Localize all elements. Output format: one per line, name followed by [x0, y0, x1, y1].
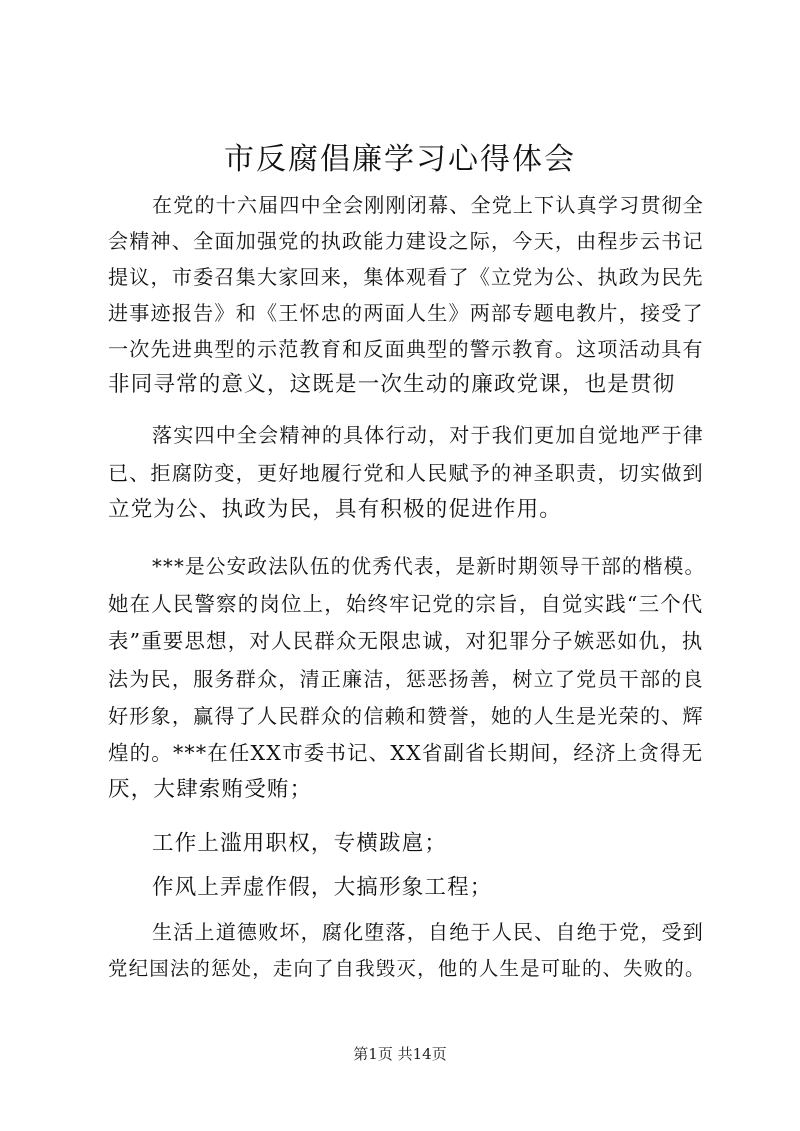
text-line: 作风上弄虚作假，大搞形象工程；: [152, 875, 493, 900]
text-line: 提议，市委召集大家回来，集体观看了《立党为公、执政为民先: [108, 265, 704, 289]
text-line: 非同寻常的意义，这既是一次生动的廉政党课，也是贯彻: [108, 372, 676, 397]
text-line: 好形象，赢得了人民群众的信赖和赞誉，她的人生是光荣的、辉: [108, 704, 704, 728]
text-line: 厌，大肆索贿受贿；: [108, 777, 313, 802]
text-line: ***是公安政法队伍的优秀代表，是新时期领导干部的楷模。: [152, 555, 706, 578]
text-line: 工作上滥用职权，专横跋扈；: [152, 831, 448, 856]
text-line: 在党的十六届四中全会刚刚闭幕、全党上下认真学习贯彻全: [152, 193, 705, 217]
text-line: 已、拒腐防变，更好地履行党和人民赋予的神圣职责，切实做到: [108, 461, 704, 485]
text-line: 表”重要思想，对人民群众无限忠诚，对犯罪分子嫉恶如仇，执: [108, 629, 704, 653]
text-line: 落实四中全会精神的具体行动，对于我们更加自觉地严于律: [152, 423, 705, 447]
text-line: 她在人民警察的岗位上，始终牢记党的宗旨，自觉实践“三个代: [108, 592, 704, 616]
text-line: 会精神、全面加强党的执政能力建设之际，今天，由程步云书记: [108, 229, 704, 253]
page-title: 市反腐倡廉学习心得体会: [224, 142, 576, 177]
text-line: 立党为公、执政为民，具有积极的促进作用。: [108, 497, 563, 522]
text-line: 进事迹报告》和《王怀忠的两面人生》两部专题电教片，接受了: [108, 301, 704, 325]
text-line: 煌的。***在任XX市委书记、XX省副省长期间，经济上贪得无: [108, 741, 704, 765]
text-line: 生活上道德败坏，腐化堕落，自绝于人民、自绝于党，受到: [152, 920, 705, 944]
text-line: 法为民，服务群众，清正廉洁，惩恶扬善，树立了党员干部的良: [108, 667, 704, 691]
text-line: 一次先进典型的示范教育和反面典型的警示教育。这项活动具有: [108, 337, 704, 361]
text-line: 党纪国法的惩处，走向了自我毁灭，他的人生是可耻的、失败的。: [108, 957, 706, 980]
page-number: 第1页 共14页: [353, 1045, 447, 1063]
